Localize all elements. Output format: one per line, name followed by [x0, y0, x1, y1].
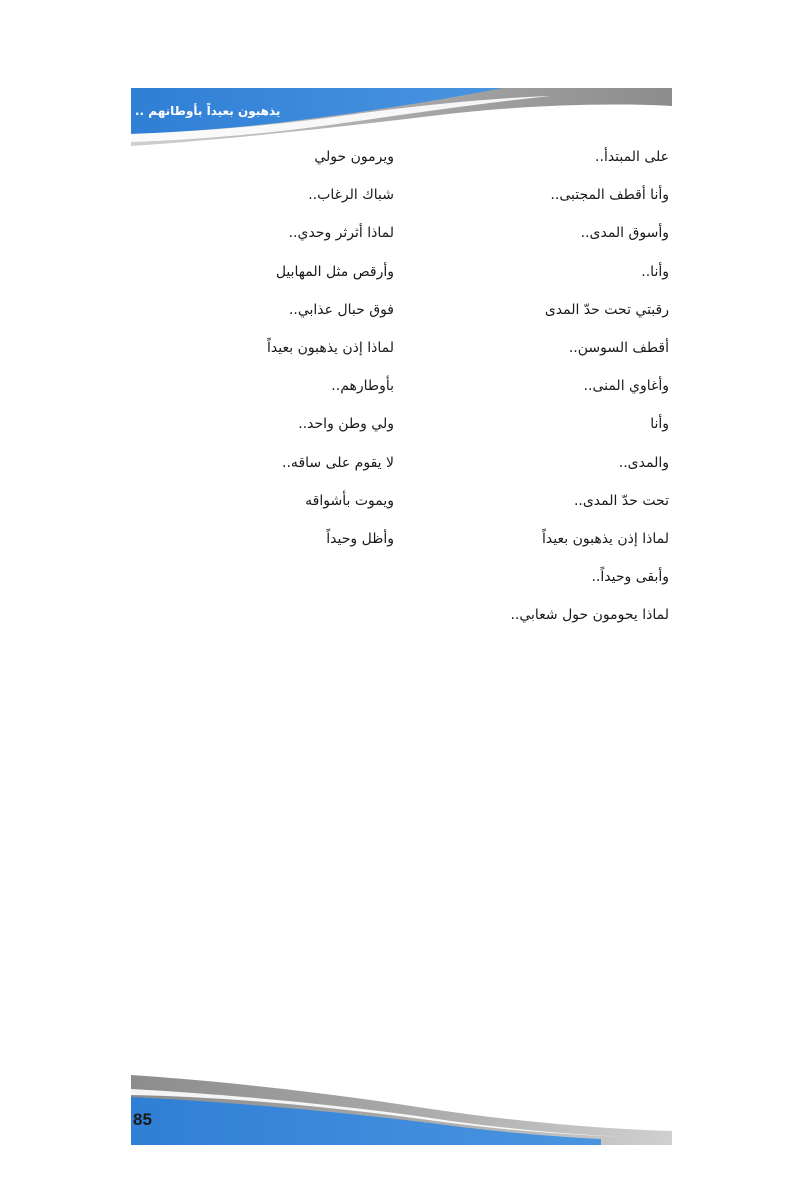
verse-line: والمدى.. — [618, 454, 669, 471]
page-footer — [131, 1075, 672, 1145]
verse-line: على المبتدأ.. — [595, 149, 669, 165]
verse-line: وأظل وحيداً — [326, 530, 394, 547]
verse-line: ويموت بأشواقه — [305, 492, 394, 509]
poem-column-right — [409, 138, 669, 634]
running-title: يذهبون بعيداً بأوطانهم .. — [135, 104, 281, 118]
verse-line: لماذا إذن يذهبون بعيداً — [267, 339, 394, 356]
page-number: 85 — [133, 1110, 152, 1129]
verse-line: وأنا.. — [641, 263, 669, 280]
verse-line: بأوطارهم.. — [331, 378, 394, 395]
verse-line: ويرمون حولي — [314, 149, 394, 165]
verse-line: فوق حبال عذابي.. — [288, 301, 394, 318]
verse-line: وأنا أقطف المجتبى.. — [550, 187, 669, 204]
poem-column-left — [134, 138, 394, 558]
poem-body — [131, 138, 672, 638]
verse-line: وأنا — [650, 416, 669, 433]
verse-line: أقطف السوسن.. — [568, 339, 669, 356]
verse-line: وأبقى وحيداً.. — [591, 569, 669, 586]
verse-line: لماذا أثرثر وحدي.. — [288, 225, 394, 242]
verse-line: لماذا يحومون حول شعابي.. — [510, 607, 669, 624]
verse-line: وأغاوي المنى.. — [583, 378, 669, 395]
footer-swoosh-graphic — [131, 1075, 672, 1145]
verse-line: ولي وطن واحد.. — [298, 416, 394, 433]
verse-line: وأرقص مثل المهابيل — [275, 263, 394, 280]
verse-line: تحت حدّ المدى.. — [573, 492, 669, 509]
verse-line: رقبتي تحت حدّ المدى — [544, 301, 669, 318]
verse-line: لا يقوم على ساقه.. — [282, 454, 394, 471]
verse-line: شباك الرغاب.. — [308, 187, 394, 204]
verse-line: لماذا إذن يذهبون بعيداً — [542, 530, 669, 547]
verse-line: وأسوق المدى.. — [580, 225, 669, 242]
